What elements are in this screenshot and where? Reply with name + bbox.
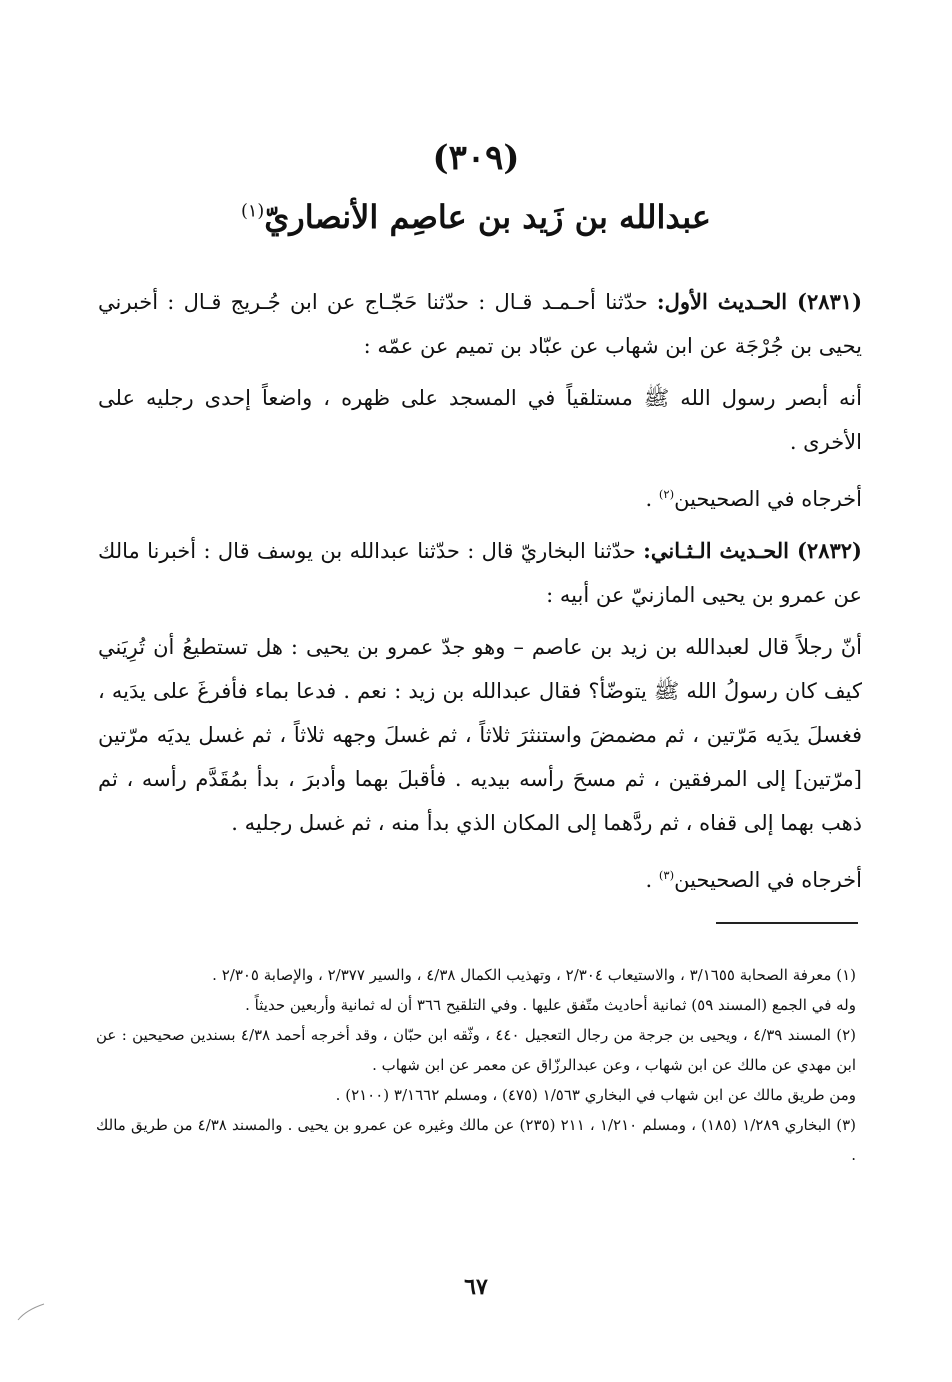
hadith-2-takhrij-end: .: [645, 868, 659, 892]
chapter-number: (٣٠٩): [432, 138, 520, 178]
chapter-title: [0, 198, 952, 236]
hadith-2-isnad-text: حدّثنا البخاريّ قال : حدّثنا عبدالله بن يوسف قال : أخبرنا مالك عن عمرو بن يحيى المازنيّ عن أبيه :: [98, 539, 862, 607]
page-number: ٦٧: [464, 1274, 488, 1300]
footnote-item: (٣) البخاري ١/٢٨٩ (١٨٥) ، ومسلم ١/٢١٠ ، ٢١١ (٢٣٥) عن مالك وغيره عن عمرو بن يحيى . والمسند ٤/٣٨ من طريق مالك .: [96, 1116, 857, 1164]
hadith-1-matn: أنه أبصر رسول الله ﷺ مستلقياً في المسجد على ظهره ، واضعاً إحدى رجليه على الأخرى .: [98, 386, 862, 454]
hadith-1-isnad-text: حدّثنا أحـمـد قـال : حدّثنا حَجّـاج عن ابن جُـريج قـال : أخبرني يحيى بن جُرْجَة عن ابن شهاب عن عبّاد بن تميم عن عمّه :: [98, 290, 862, 358]
hadith-2-footnote-ref: (٣): [658, 868, 675, 882]
scan-artifact-mark: [16, 1300, 46, 1322]
footnote-item: (١) معرفة الصحابة ٣/١٦٥٥ ، والاستيعاب ٢/٣٠٤ ، وتهذيب الكمال ٤/٣٨ ، والسير ٢/٣٧٧ ، والإصابة ٢/٣٠٥ .: [212, 966, 856, 984]
hadith-1-takhrij: [98, 472, 862, 521]
footnote-item: ومن طريق مالك عن ابن شهاب في البخاري ١/٥٦٣ (٤٧٥) ، ومسلم ٣/١٦٦٢ (٢١٠٠) .: [335, 1086, 856, 1104]
hadith-2-matn: أنّ رجلاً قال لعبدالله بن زيد بن عاصم – وهو جدّ عمرو بن يحيى : هل تستطيعُ أن تُرِيَني كيف كان رسولُ الله ﷺ يتوضّأ؟ فقال عبدالله بن زيد : نعم . فدعا بماء فأفرغَ على يدَيه ، فغسلَ يدَيه مَرّتين ، ثم مضمضَ واستنثرَ ثلاثاً ، ثم غسلَ وجهه ثلاثاً ، ثم غسل يديَه مرّتين [مرّتين] إلى المرفقين ، ثم مسحَ رأسه بيديه . فأقبلَ بهما وأدبرَ ، بدأ بمُقَدَّم رأسه ، ثم ذهب بهما إلى قفاه ، ثم ردَّهما إلى المكان الذي بدأ منه ، ثم غسل رجليه .: [98, 635, 862, 835]
footnotes: [96, 960, 856, 1170]
hadith-1-takhrij-text: أخرجاه في الصحيحين: [674, 487, 862, 511]
footnote-item: (٢) المسند ٤/٣٩ ، ويحيى بن جرجة من رجال التعجيل ٤٤٠ ، وثّقه ابن حبّان ، وقد أخرجه أحمد ٤/٣٨ بسندين صحيحين : عن ابن مهدي عن مالك عن ابن شهاب ، وعن عبدالرزّاق عن معمر عن ابن شهاب .: [96, 1026, 856, 1074]
hadith-2-takhrij: [98, 853, 862, 902]
footnote-separator: [716, 922, 858, 924]
hadith-2-isnad: [98, 529, 862, 617]
hadith-2-label: (٢٨٣٢) الحـديث الـثـاني:: [643, 538, 862, 563]
footnote-item: وله في الجمع (المسند ٥٩) ثمانية أحاديث متّفق عليها . وفي التلقيح ٣٦٦ أن له ثمانية وأربعين حديثاً .: [245, 996, 856, 1014]
chapter-title-footnote-ref: (١): [241, 201, 265, 222]
hadith-1-isnad: [98, 280, 862, 368]
main-text: [98, 280, 862, 910]
hadith-1-footnote-ref: (٢): [658, 487, 675, 501]
chapter-title-text: عبدالله بن زَيد بن عاصِم الأنصاريّ: [264, 198, 711, 236]
hadith-1-label: (٢٨٣١) الحـديث الأول:: [656, 289, 862, 314]
hadith-2-takhrij-text: أخرجاه في الصحيحين: [674, 868, 862, 892]
hadith-1-takhrij-end: .: [645, 487, 659, 511]
